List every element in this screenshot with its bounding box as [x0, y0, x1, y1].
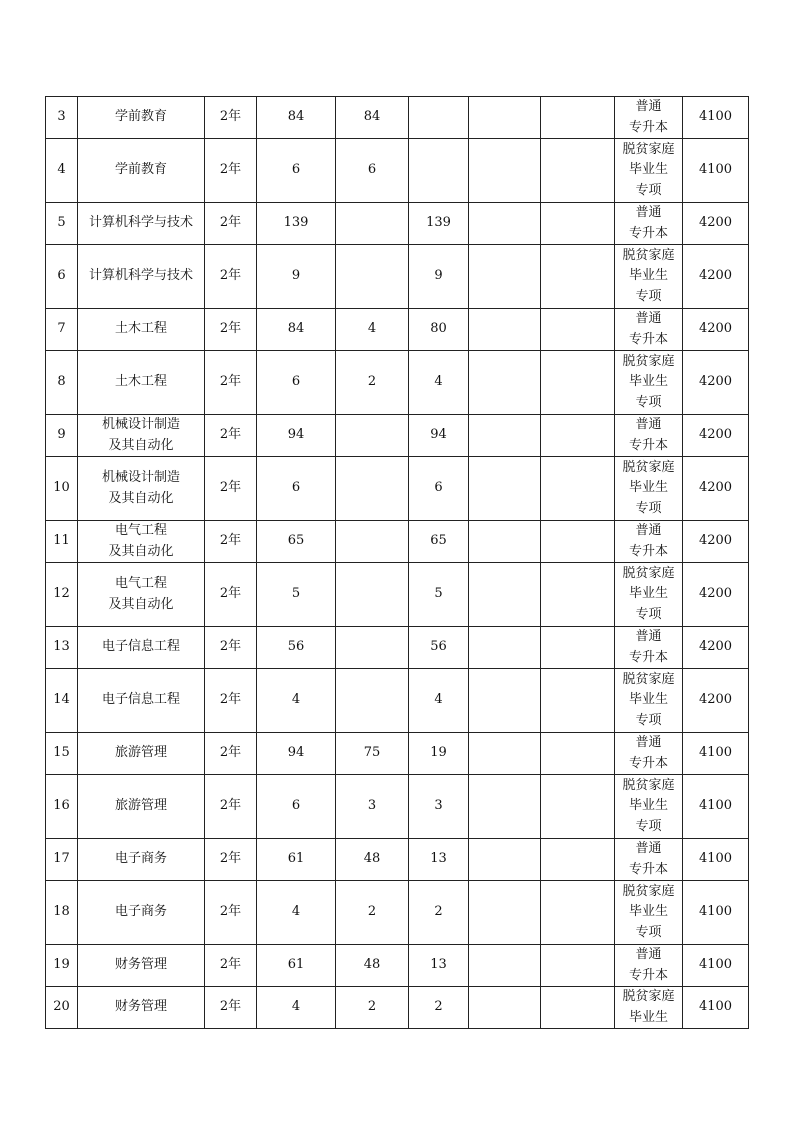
cell-total: 84: [257, 309, 336, 351]
cell-count-b: 4: [409, 669, 469, 733]
cell-count-c: [469, 987, 541, 1029]
cell-total: 56: [257, 627, 336, 669]
cell-count-c: [469, 521, 541, 563]
cell-major: 旅游管理: [78, 733, 205, 775]
cell-duration: 2年: [205, 839, 257, 881]
cell-plan-type: 脱贫家庭 毕业生 专项: [615, 563, 683, 627]
cell-major: 学前教育: [78, 139, 205, 203]
cell-count-d: [541, 733, 615, 775]
cell-count-b: 13: [409, 839, 469, 881]
cell-count-b: [409, 97, 469, 139]
cell-count-b: 19: [409, 733, 469, 775]
cell-major: 电子信息工程: [78, 669, 205, 733]
table-row: [46, 457, 749, 521]
table-row: [46, 139, 749, 203]
cell-duration: 2年: [205, 987, 257, 1029]
table-row: [46, 521, 749, 563]
cell-no: 5: [46, 203, 78, 245]
cell-count-a: [336, 457, 409, 521]
cell-count-b: 80: [409, 309, 469, 351]
cell-major: 机械设计制造 及其自动化: [78, 457, 205, 521]
cell-no: 12: [46, 563, 78, 627]
cell-total: 61: [257, 945, 336, 987]
cell-tuition: 4200: [683, 309, 749, 351]
cell-duration: 2年: [205, 627, 257, 669]
cell-count-c: [469, 733, 541, 775]
cell-count-d: [541, 775, 615, 839]
cell-count-d: [541, 139, 615, 203]
table-row: [46, 203, 749, 245]
cell-count-b: 6: [409, 457, 469, 521]
cell-tuition: 4100: [683, 733, 749, 775]
cell-count-d: [541, 415, 615, 457]
cell-tuition: 4200: [683, 563, 749, 627]
cell-plan-type: 脱贫家庭 毕业生 专项: [615, 245, 683, 309]
cell-no: 20: [46, 987, 78, 1029]
table-row: [46, 415, 749, 457]
cell-plan-type: 普通 专升本: [615, 627, 683, 669]
cell-no: 4: [46, 139, 78, 203]
cell-count-a: [336, 669, 409, 733]
cell-count-c: [469, 203, 541, 245]
cell-total: 5: [257, 563, 336, 627]
cell-count-a: 84: [336, 97, 409, 139]
cell-count-a: 2: [336, 987, 409, 1029]
cell-duration: 2年: [205, 457, 257, 521]
table-row: [46, 839, 749, 881]
cell-count-d: [541, 203, 615, 245]
cell-plan-type: 普通 专升本: [615, 521, 683, 563]
cell-count-b: 65: [409, 521, 469, 563]
cell-count-a: 2: [336, 881, 409, 945]
cell-count-d: [541, 839, 615, 881]
table-row: [46, 245, 749, 309]
cell-count-b: 139: [409, 203, 469, 245]
cell-plan-type: 普通 专升本: [615, 97, 683, 139]
cell-tuition: 4200: [683, 351, 749, 415]
cell-major: 学前教育: [78, 97, 205, 139]
cell-duration: 2年: [205, 309, 257, 351]
cell-plan-type: 脱贫家庭 毕业生 专项: [615, 139, 683, 203]
cell-count-c: [469, 839, 541, 881]
cell-tuition: 4100: [683, 97, 749, 139]
cell-total: 94: [257, 415, 336, 457]
cell-tuition: 4200: [683, 457, 749, 521]
enrollment-plan-table: [45, 96, 749, 1029]
cell-total: 6: [257, 775, 336, 839]
cell-plan-type: 脱贫家庭 毕业生 专项: [615, 669, 683, 733]
cell-plan-type: 普通 专升本: [615, 415, 683, 457]
cell-tuition: 4100: [683, 839, 749, 881]
cell-count-d: [541, 97, 615, 139]
cell-no: 15: [46, 733, 78, 775]
cell-count-a: 6: [336, 139, 409, 203]
table-body: [46, 97, 749, 1029]
cell-count-a: [336, 203, 409, 245]
cell-major: 计算机科学与技术: [78, 245, 205, 309]
cell-count-b: 2: [409, 881, 469, 945]
cell-count-d: [541, 309, 615, 351]
table-row: [46, 627, 749, 669]
cell-total: 6: [257, 139, 336, 203]
cell-count-d: [541, 457, 615, 521]
table-row: [46, 987, 749, 1029]
cell-plan-type: 普通 专升本: [615, 945, 683, 987]
cell-no: 17: [46, 839, 78, 881]
cell-count-b: 9: [409, 245, 469, 309]
cell-count-a: [336, 415, 409, 457]
cell-no: 13: [46, 627, 78, 669]
cell-no: 7: [46, 309, 78, 351]
cell-tuition: 4200: [683, 521, 749, 563]
cell-total: 61: [257, 839, 336, 881]
cell-plan-type: 普通 专升本: [615, 203, 683, 245]
cell-total: 4: [257, 881, 336, 945]
cell-count-b: 13: [409, 945, 469, 987]
cell-count-a: 48: [336, 839, 409, 881]
cell-no: 11: [46, 521, 78, 563]
cell-plan-type: 普通 专升本: [615, 733, 683, 775]
cell-major: 计算机科学与技术: [78, 203, 205, 245]
table-row: [46, 309, 749, 351]
table-row: [46, 945, 749, 987]
cell-duration: 2年: [205, 245, 257, 309]
cell-total: 65: [257, 521, 336, 563]
cell-count-b: 4: [409, 351, 469, 415]
cell-count-d: [541, 881, 615, 945]
cell-major: 电子信息工程: [78, 627, 205, 669]
cell-major: 财务管理: [78, 987, 205, 1029]
cell-total: 9: [257, 245, 336, 309]
cell-no: 6: [46, 245, 78, 309]
cell-tuition: 4100: [683, 945, 749, 987]
cell-no: 14: [46, 669, 78, 733]
cell-tuition: 4200: [683, 669, 749, 733]
cell-count-d: [541, 945, 615, 987]
cell-no: 19: [46, 945, 78, 987]
cell-major: 电子商务: [78, 839, 205, 881]
table-row: [46, 563, 749, 627]
cell-count-b: 2: [409, 987, 469, 1029]
cell-total: 6: [257, 457, 336, 521]
cell-duration: 2年: [205, 775, 257, 839]
cell-no: 10: [46, 457, 78, 521]
cell-total: 4: [257, 987, 336, 1029]
cell-tuition: 4100: [683, 881, 749, 945]
cell-major: 电气工程 及其自动化: [78, 521, 205, 563]
cell-total: 84: [257, 97, 336, 139]
cell-count-a: [336, 563, 409, 627]
cell-tuition: 4100: [683, 139, 749, 203]
cell-major: 电子商务: [78, 881, 205, 945]
cell-tuition: 4100: [683, 987, 749, 1029]
cell-count-b: 3: [409, 775, 469, 839]
cell-plan-type: 脱贫家庭 毕业生 专项: [615, 457, 683, 521]
cell-count-b: 94: [409, 415, 469, 457]
cell-count-c: [469, 245, 541, 309]
cell-tuition: 4200: [683, 203, 749, 245]
cell-duration: 2年: [205, 415, 257, 457]
cell-plan-type: 脱贫家庭 毕业生 专项: [615, 351, 683, 415]
cell-count-d: [541, 987, 615, 1029]
cell-count-a: 2: [336, 351, 409, 415]
cell-total: 4: [257, 669, 336, 733]
cell-plan-type: 脱贫家庭 毕业生 专项: [615, 881, 683, 945]
cell-no: 16: [46, 775, 78, 839]
cell-count-a: [336, 521, 409, 563]
cell-count-b: [409, 139, 469, 203]
cell-count-c: [469, 627, 541, 669]
cell-count-c: [469, 881, 541, 945]
cell-no: 3: [46, 97, 78, 139]
cell-count-c: [469, 415, 541, 457]
table-row: [46, 775, 749, 839]
cell-count-d: [541, 627, 615, 669]
cell-count-b: 5: [409, 563, 469, 627]
cell-count-c: [469, 945, 541, 987]
cell-duration: 2年: [205, 733, 257, 775]
cell-total: 139: [257, 203, 336, 245]
table-row: [46, 669, 749, 733]
cell-major: 土木工程: [78, 351, 205, 415]
cell-count-a: 48: [336, 945, 409, 987]
table-row: [46, 881, 749, 945]
cell-duration: 2年: [205, 139, 257, 203]
cell-duration: 2年: [205, 945, 257, 987]
cell-plan-type: 脱贫家庭 毕业生 专项: [615, 775, 683, 839]
cell-no: 18: [46, 881, 78, 945]
cell-count-d: [541, 351, 615, 415]
cell-no: 8: [46, 351, 78, 415]
cell-duration: 2年: [205, 351, 257, 415]
cell-duration: 2年: [205, 563, 257, 627]
cell-tuition: 4200: [683, 245, 749, 309]
cell-count-c: [469, 775, 541, 839]
cell-tuition: 4100: [683, 775, 749, 839]
cell-count-c: [469, 97, 541, 139]
cell-duration: 2年: [205, 521, 257, 563]
cell-major: 旅游管理: [78, 775, 205, 839]
cell-plan-type: 普通 专升本: [615, 309, 683, 351]
cell-major: 财务管理: [78, 945, 205, 987]
cell-tuition: 4200: [683, 415, 749, 457]
cell-count-d: [541, 245, 615, 309]
cell-plan-type: 普通 专升本: [615, 839, 683, 881]
cell-count-b: 56: [409, 627, 469, 669]
cell-count-c: [469, 139, 541, 203]
cell-count-a: [336, 245, 409, 309]
cell-plan-type: 脱贫家庭 毕业生: [615, 987, 683, 1029]
cell-count-c: [469, 457, 541, 521]
cell-count-d: [541, 521, 615, 563]
cell-major: 土木工程: [78, 309, 205, 351]
cell-duration: 2年: [205, 669, 257, 733]
cell-duration: 2年: [205, 203, 257, 245]
cell-count-a: 3: [336, 775, 409, 839]
cell-count-d: [541, 669, 615, 733]
table-row: [46, 351, 749, 415]
cell-major: 电气工程 及其自动化: [78, 563, 205, 627]
cell-duration: 2年: [205, 97, 257, 139]
cell-total: 6: [257, 351, 336, 415]
cell-count-c: [469, 669, 541, 733]
table-row: [46, 733, 749, 775]
table-row: [46, 97, 749, 139]
cell-count-c: [469, 309, 541, 351]
cell-total: 94: [257, 733, 336, 775]
cell-duration: 2年: [205, 881, 257, 945]
cell-tuition: 4200: [683, 627, 749, 669]
cell-count-a: [336, 627, 409, 669]
cell-major: 机械设计制造 及其自动化: [78, 415, 205, 457]
cell-count-c: [469, 351, 541, 415]
cell-count-c: [469, 563, 541, 627]
cell-no: 9: [46, 415, 78, 457]
cell-count-d: [541, 563, 615, 627]
cell-count-a: 75: [336, 733, 409, 775]
cell-count-a: 4: [336, 309, 409, 351]
